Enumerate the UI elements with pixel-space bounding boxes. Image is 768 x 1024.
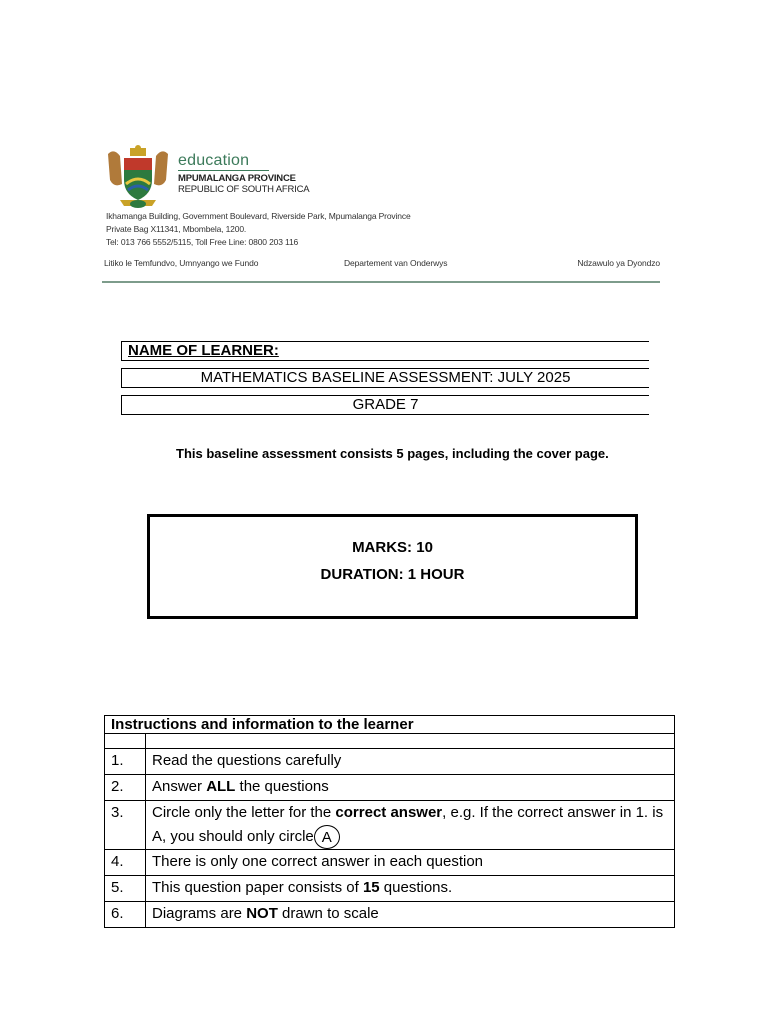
country-name: REPUBLIC OF SOUTH AFRICA <box>178 184 310 195</box>
instruction-number: 6. <box>105 902 146 928</box>
instruction-text: This question paper consists of 15 questions. <box>146 876 675 902</box>
address-line: Tel: 013 766 5552/5115, Toll Free Line: 0800 203 116 <box>106 237 299 247</box>
instruction-number: 1. <box>105 749 146 775</box>
table-row-blank <box>105 734 675 749</box>
brand-title: education <box>178 152 269 171</box>
emphasis: NOT <box>246 905 278 923</box>
instruction-text: Answer ALL the questions <box>146 775 675 801</box>
address-line: Ikhamanga Building, Government Boulevard, Riverside Park, Mpumalanga Province <box>106 211 411 221</box>
learner-name-label: NAME OF LEARNER: <box>128 342 279 359</box>
instruction-text: Circle only the letter for the correct answer, e.g. If the correct answer in 1. is A, you should only circle A <box>146 801 675 850</box>
address-line: Private Bag X11341, Mbombela, 1200. <box>106 224 247 234</box>
marks-box <box>147 514 638 619</box>
emphasis: correct answer <box>335 804 443 821</box>
dept-name-siswati: Litiko le Temfundvo, Umnyango we Fundo <box>104 258 259 268</box>
table-row <box>105 749 675 775</box>
emphasis: 15 <box>362 879 380 897</box>
address-block <box>106 210 411 249</box>
instruction-text: Diagrams are NOT drawn to scale <box>146 902 675 928</box>
coat-of-arms-icon <box>102 144 174 210</box>
instructions-table <box>104 715 675 928</box>
table-row <box>105 850 675 876</box>
letterhead <box>102 140 660 285</box>
instruction-number: 5. <box>105 876 146 902</box>
table-row <box>105 801 675 850</box>
pages-note: This baseline assessment consists 5 pages, including the cover page. <box>176 446 609 461</box>
marks-label: MARKS: 10 <box>352 539 433 556</box>
grade-label: GRADE 7 <box>121 395 649 415</box>
instruction-number: 4. <box>105 850 146 876</box>
learner-name-row <box>121 341 649 361</box>
province-name: MPUMALANGA PROVINCE <box>178 173 296 184</box>
table-row <box>105 876 675 902</box>
instruction-number: 3. <box>105 801 146 850</box>
emphasis: ALL <box>206 778 236 795</box>
dept-name-ndebele: Ndzawulo ya Dyondzo <box>577 258 660 268</box>
table-row <box>105 775 675 801</box>
instruction-number: 2. <box>105 775 146 801</box>
instructions-heading: Instructions and information to the learner <box>105 716 675 734</box>
table-row <box>105 902 675 928</box>
dept-name-afrikaans: Departement van Onderwys <box>344 258 448 268</box>
brand-block <box>178 152 309 195</box>
duration-label: DURATION: 1 HOUR <box>320 566 465 583</box>
instruction-text: Read the questions carefully <box>146 749 675 775</box>
assessment-title: MATHEMATICS BASELINE ASSESSMENT: JULY 2025 <box>121 368 649 388</box>
circled-letter-example: A <box>314 825 340 849</box>
instruction-text: There is only one correct answer in each question <box>146 850 675 876</box>
letterhead-rule <box>102 281 660 283</box>
